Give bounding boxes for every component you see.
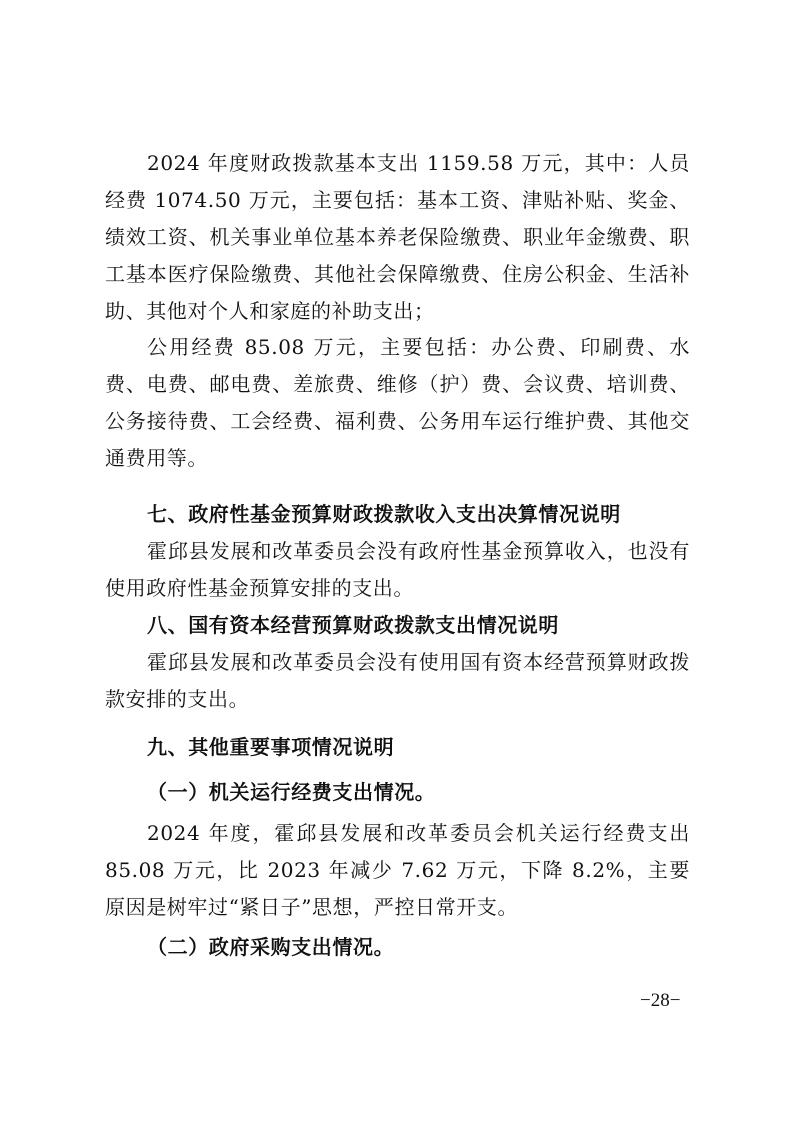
heading-section-9: 九、其他重要事项情况说明	[147, 735, 395, 759]
heading-section-7: 七、政府性基金预算财政拨款收入支出决算情况说明	[147, 502, 621, 526]
heading-section-8: 八、国有资本经营预算财政拨款支出情况说明	[147, 613, 559, 637]
paragraph-operating-cost: 2024 年度，霍邱县发展和改革委员会机关运行经费支出 85.08 万元，比 2023 年减少 7.62 万元，下降 8.2%，主要原因是树牢过“紧日子”思想，严控日常开支。	[105, 821, 690, 919]
subheading-operating-cost: （一）机关运行经费支出情况。	[147, 780, 436, 804]
paragraph-state-capital: 霍邱县发展和改革委员会没有使用国有资本经营预算财政拨款安排的支出。	[105, 650, 690, 711]
paragraph-fund-budget: 霍邱县发展和改革委员会没有政府性基金预算收入，也没有使用政府性基金预算安排的支出。	[105, 539, 690, 600]
subheading-government-procurement: （二）政府采购支出情况。	[147, 935, 395, 959]
paragraph-public-funds: 公用经费 85.08 万元，主要包括：办公费、印刷费、水费、电费、邮电费、差旅费、维修（护）费、会议费、培训费、公务接待费、工会经费、福利费、公务用车运行维护费、其他交通费用等。	[105, 335, 690, 470]
paragraph-basic-expenditure: 2024 年度财政拨款基本支出 1159.58 万元，其中：人员经费 1074.50 万元，主要包括：基本工资、津贴补贴、奖金、绩效工资、机关事业单位基本养老保险缴费、职业年金缴费、职工基本医疗保险缴费、其他社会保障缴费、住房公积金、生活补助、其他对个人和家庭的补助支出；	[105, 151, 690, 323]
page-number: −28−	[640, 990, 681, 1011]
